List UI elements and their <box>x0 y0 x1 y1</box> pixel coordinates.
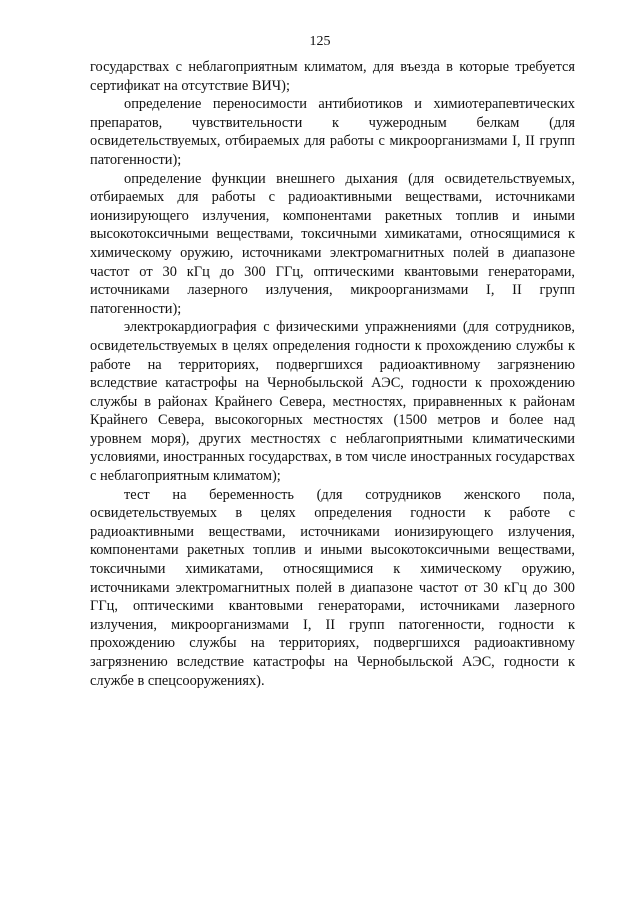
paragraph-antibiotic-tolerance: определение переносимости антибиотиков и химиотерапевтических препаратов, чувствительности к чужеродным белкам (для освидетельствуемых, отбираемых для работы с микроорганизмами I, II групп патогенности); <box>90 96 575 168</box>
document-body <box>90 58 575 690</box>
paragraph-exercise-ecg: электрокардиография с физическими упражнениями (для сотрудников, освидетельствуемых в целях определения годности к прохождению службы к работе на территориях, подвергшихся радиоактивному загрязнению вследствие катастрофы на Чернобыльской АЭС, годности к прохождению службы в районах Крайнего Севера, местностях, приравненных к районам Крайнего Севера, высокогорных местностях (1500 метров и более над уровнем моря), других местностях с неблагоприятными климатическими условиями, иностранных государствах, в том числе иностранных государствах с неблагоприятным климатом); <box>90 319 575 485</box>
paragraph-respiratory-function: определение функции внешнего дыхания (для освидетельствуемых, отбираемых для работы с радиоактивными веществами, источниками ионизирующего излучения, компонентами ракетных топлив и иными высокотоксичными веществами, токсичными химикатами, относящимися к химическому оружию, источниками электромагнитных полей в диапазоне частот от 30 кГц до 300 ГГц, оптическими квантовыми генераторами, источниками лазерного излучения, микроорганизмами I, II групп патогенности); <box>90 170 575 317</box>
page-number: 125 <box>309 34 331 49</box>
paragraph-hiv-certificate-continuation: государствах с неблагоприятным климатом, для въезда в которые требуется сертификат на отсутствие ВИЧ); <box>90 59 575 94</box>
paragraph-pregnancy-test: тест на беременность (для сотрудников женского пола, освидетельствуемых в целях определения годности к работе с радиоактивными веществами, источниками ионизирующего излучения, компонентами ракетных топлив и иными высокотоксичными веществами, токсичными химикатами, относящимися к химическому оружию, источниками электромагнитных полей в диапазоне частот от 30 кГц до 300 ГГц, оптическими квантовыми генераторами, источниками лазерного излучения, микроорганизмами I, II групп патогенности, годности к прохождению службы на территориях, подвергшихся радиоактивному загрязнению вследствие катастрофы на Чернобыльской АЭС, годности к службе в спецсооружениях). <box>90 486 575 689</box>
